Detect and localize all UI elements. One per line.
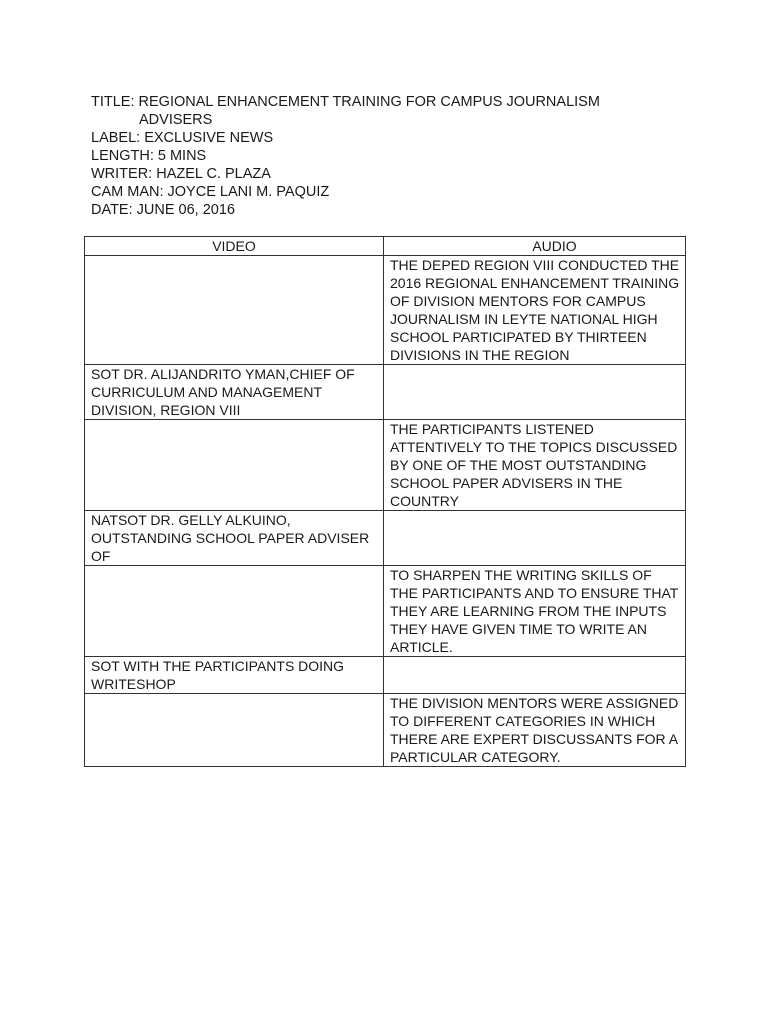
av-script-table <box>84 236 686 767</box>
table-row <box>85 694 686 767</box>
cam-man-line: CAM MAN: JOYCE LANI M. PAQUIZ <box>91 184 330 200</box>
date-line: DATE: JUNE 06, 2016 <box>91 202 235 218</box>
video-cell: SOT DR. ALIJANDRITO YMAN,CHIEF OF CURRICULUM AND MANAGEMENT DIVISION, REGION VIII <box>85 365 384 420</box>
audio-cell: THE DEPED REGION VIII CONDUCTED THE 2016 REGIONAL ENHANCEMENT TRAINING OF DIVISION MENTORS FOR CAMPUS JOURNALISM IN LEYTE NATIONAL HIGH SCHOOL PARTICIPATED BY THIRTEEN DIVISIONS IN THE REGION <box>384 256 686 365</box>
audio-cell <box>384 511 686 566</box>
video-cell: NATSOT DR. GELLY ALKUINO, OUTSTANDING SCHOOL PAPER ADVISER OF <box>85 511 384 566</box>
table-row <box>85 566 686 657</box>
script-header <box>91 93 600 219</box>
audio-cell: THE DIVISION MENTORS WERE ASSIGNED TO DIFFERENT CATEGORIES IN WHICH THERE ARE EXPERT DISCUSSANTS FOR A PARTICULAR CATEGORY. <box>384 694 686 767</box>
length-line: LENGTH: 5 MINS <box>91 148 207 164</box>
video-cell <box>85 420 384 511</box>
label-line: LABEL: EXCLUSIVE NEWS <box>91 130 274 146</box>
title-line-continued: ADVISERS <box>139 112 213 128</box>
title-line: TITLE: REGIONAL ENHANCEMENT TRAINING FOR CAMPUS JOURNALISM <box>91 94 600 110</box>
table-row <box>85 256 686 365</box>
video-cell: SOT WITH THE PARTICIPANTS DOING WRITESHOP <box>85 657 384 694</box>
audio-cell: THE PARTICIPANTS LISTENED ATTENTIVELY TO THE TOPICS DISCUSSED BY ONE OF THE MOST OUTSTANDING SCHOOL PAPER ADVISERS IN THE COUNTRY <box>384 420 686 511</box>
audio-cell: TO SHARPEN THE WRITING SKILLS OF THE PARTICIPANTS AND TO ENSURE THAT THEY ARE LEARNING FROM THE INPUTS THEY HAVE GIVEN TIME TO WRITE AN ARTICLE. <box>384 566 686 657</box>
audio-cell <box>384 365 686 420</box>
video-cell <box>85 694 384 767</box>
table-row <box>85 365 686 420</box>
table-header-row <box>85 237 686 256</box>
table-row <box>85 420 686 511</box>
table-row <box>85 511 686 566</box>
audio-column-header: AUDIO <box>384 237 686 256</box>
writer-line: WRITER: HAZEL C. PLAZA <box>91 166 271 182</box>
audio-cell <box>384 657 686 694</box>
video-cell <box>85 256 384 365</box>
video-column-header: VIDEO <box>85 237 384 256</box>
table-row <box>85 657 686 694</box>
video-cell <box>85 566 384 657</box>
